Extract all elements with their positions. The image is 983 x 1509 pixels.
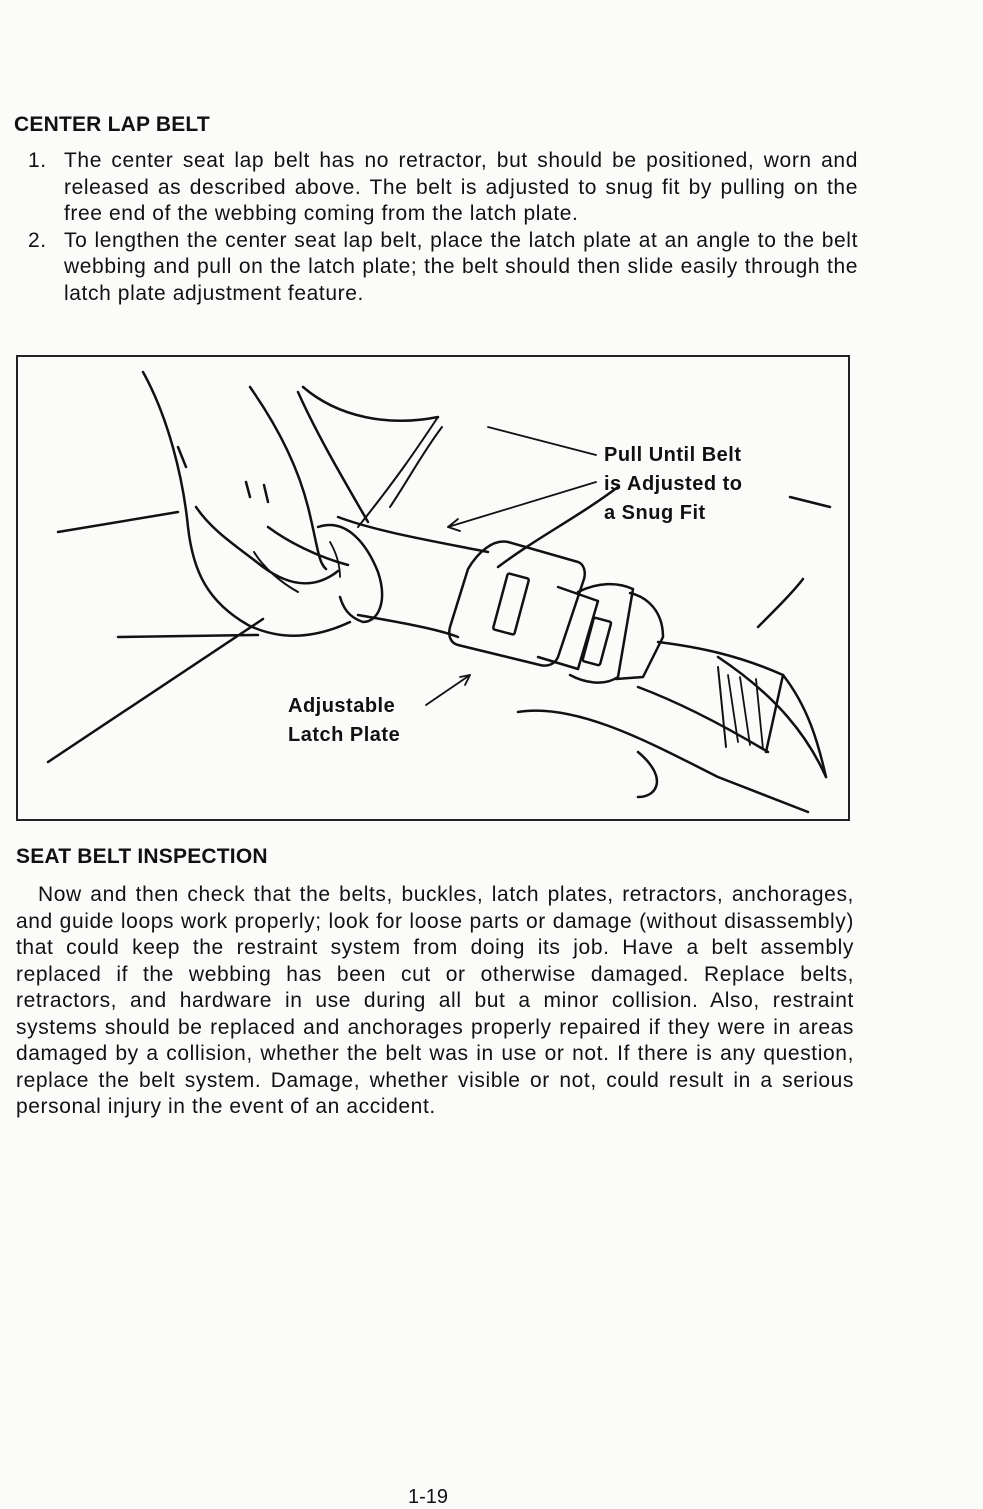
list-item-text: To lengthen the center seat lap belt, place the latch plate at an angle to the belt webbing and pull on the latch plate; the belt should then slide easily through the latch plate adjustment feature. (64, 228, 858, 305)
list-item (28, 228, 858, 308)
section-title-center-lap-belt: CENTER LAP BELT (14, 113, 210, 136)
list-item-number: 1. (28, 149, 47, 172)
section-title-seat-belt-inspection: SEAT BELT INSPECTION (16, 845, 268, 868)
list-item-text: The center seat lap belt has no retractor, but should be positioned, worn and released as described above. The belt is adjusted to snug fit by pulling on the free end of the webbing coming from the latch plate. (64, 149, 858, 225)
callout-adjustable-latch-plate: Adjustable Latch Plate (288, 695, 401, 746)
lap-belt-drawing (18, 357, 850, 821)
list-item (28, 148, 858, 228)
lap-belt-illustration (16, 355, 850, 821)
list-item-number: 2. (28, 228, 47, 252)
seat-belt-inspection-paragraph: Now and then check that the belts, buckles, latch plates, retractors, anchorages, and guide loops work properly; look for loose parts or damage (without disassembly) that could keep the restraint system from doing its job. Have a belt assembly replaced if the webbing has been cut or otherwise damaged. Replace belts, retractors, and hardware in use during all but a minor collision. Also, restraint systems should be replaced and anchorages properly repaired if they were in areas damaged by a collision, whether the belt was in use or not. If there is any question, replace the belt system. Damage, whether visible or not, could result in a serious personal injury in the event of an accident. (16, 883, 854, 1118)
center-lap-belt-list (28, 148, 858, 307)
callout-pull-until-belt: Pull Until Belt is Adjusted to a Snug Fit (604, 444, 743, 524)
page-number: 1-19 (408, 1486, 449, 1508)
